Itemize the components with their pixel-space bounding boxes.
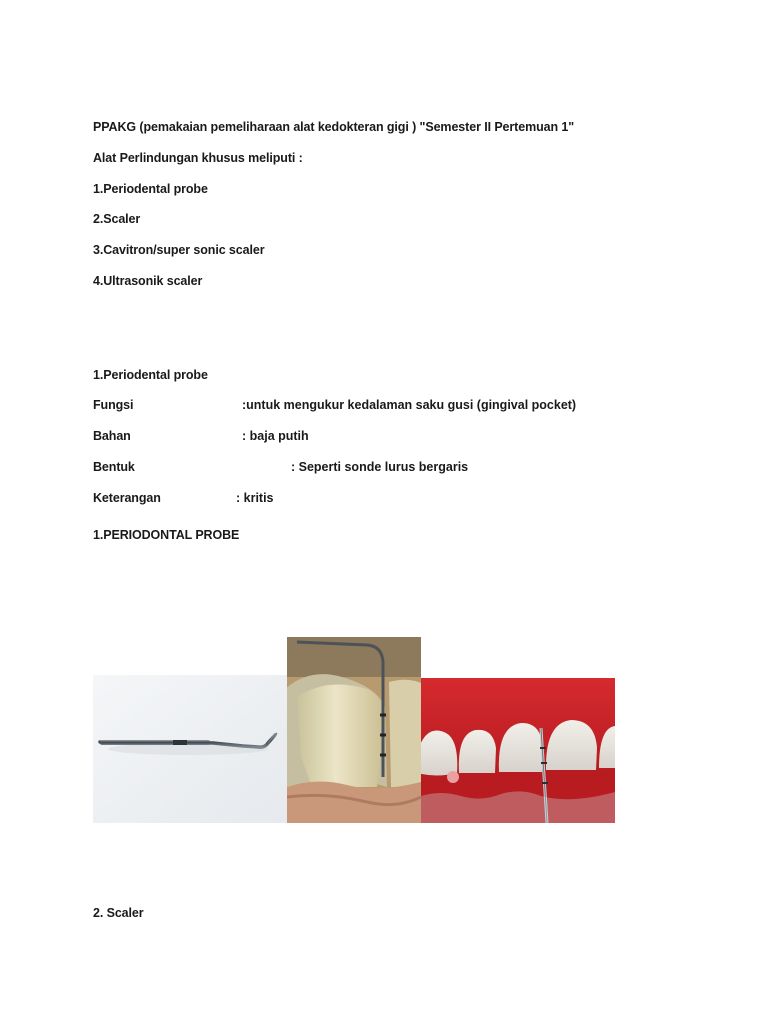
periodontal-probe-figures: [93, 637, 615, 823]
list-item: 4.Ultrasonik scaler: [93, 274, 203, 288]
section-heading: 2. Scaler: [93, 906, 144, 920]
intro-text: Alat Perlindungan khusus meliputi :: [93, 151, 303, 165]
probe-measurement-photo: [421, 678, 615, 823]
section-heading: 1.Periodental probe: [93, 368, 208, 382]
list-item: 1.Periodental probe: [93, 182, 208, 196]
row-label-fungsi: Fungsi: [93, 398, 134, 412]
list-item: 3.Cavitron/super sonic scaler: [93, 243, 265, 257]
row-label-bahan: Bahan: [93, 429, 131, 443]
row-label-keterangan: Keterangan: [93, 491, 161, 505]
row-value-bahan: : baja putih: [242, 429, 309, 443]
row-label-bentuk: Bentuk: [93, 460, 135, 474]
figure-heading: 1.PERIODONTAL PROBE: [93, 528, 240, 542]
probe-in-pocket-photo: [287, 637, 421, 823]
row-value-bentuk: : Seperti sonde lurus bergaris: [291, 460, 469, 474]
document-title: PPAKG (pemakaian pemeliharaan alat kedokteran gigi ) "Semester II Pertemuan 1": [93, 120, 575, 134]
probe-instrument-photo: [93, 675, 287, 823]
row-value-keterangan: : kritis: [236, 491, 274, 505]
row-value-fungsi: :untuk mengukur kedalaman saku gusi (gingival pocket): [242, 398, 577, 412]
list-item: 2.Scaler: [93, 212, 141, 226]
